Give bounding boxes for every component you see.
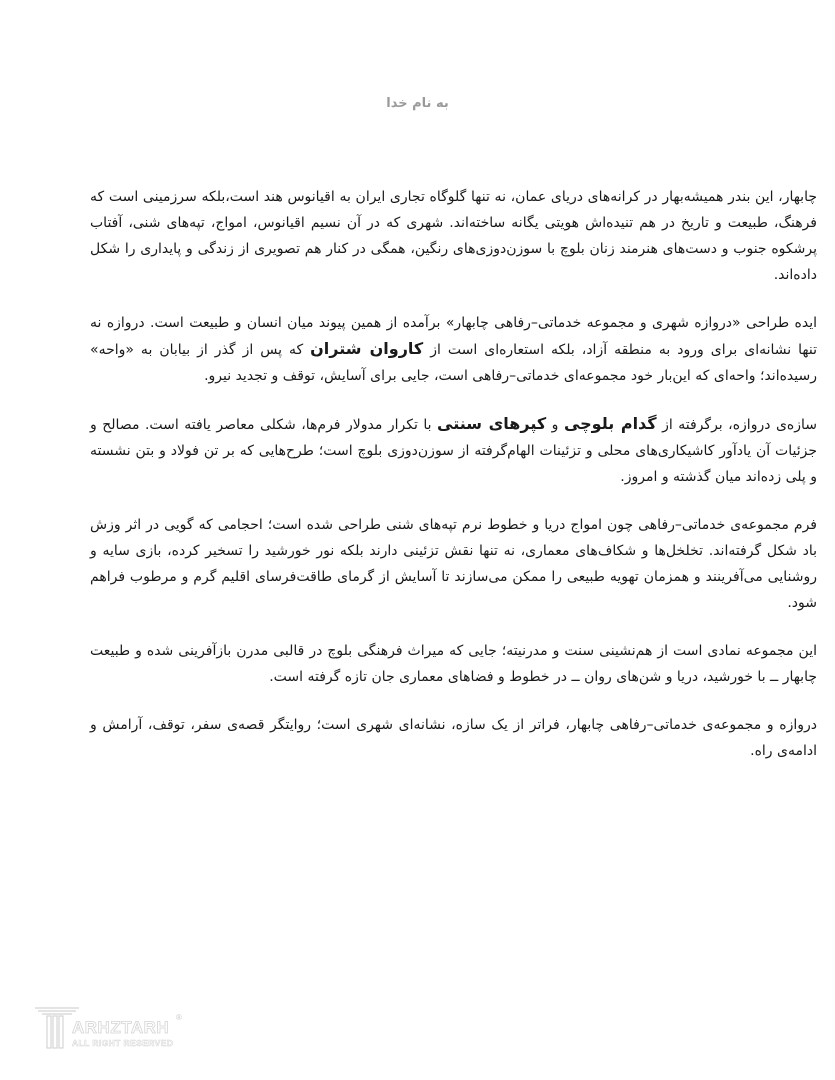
paragraph-design-idea [90,310,817,389]
watermark-logo [28,1000,188,1056]
paragraph-form [90,512,817,616]
highlight-camel-caravan: کاروان شتران [310,339,424,358]
watermark-brand: ARHZTARH [72,1018,170,1037]
registered-mark: ® [176,1013,182,1022]
highlight-baluchi-gedam: گدام بلوچی [563,414,657,433]
paragraph-structure [90,411,817,490]
paragraph-text: فرم مجموعه‌ی خدماتی–رفاهی چون امواج دریا و خطوط نرم تپه‌های شنی طراحی شده است؛ احجامی که گویی در اثر وزش باد شکل گرفته‌اند. تخلخل‌ها و شکاف‌های معماری، نه تنها نقش تزئینی دارند بلکه نور خورشید را تسخیر کرده، بازی سایه و روشنایی می‌آفرینند و همزمان تهویه طبیعی را ممکن می‌سازند تا آسایش از گرمای طاقت‌فرسای اقلیم گرم و مرطوب فراهم شود. [90,517,817,611]
watermark-tagline: ALL RIGHT RESERVED [72,1038,174,1048]
bismillah-heading: به نام خدا [386,96,449,111]
paragraph-text: سازه‌ی دروازه، برگرفته از [656,417,817,433]
paragraph-symbolism [90,638,817,690]
paragraph-text: دروازه و مجموعه‌ی خدماتی–رفاهی چابهار، فراتر از یک سازه، نشانه‌ای شهری است؛ روایتگر قصه‌ی سفر، توقف، آرامش و ادامه‌ی راه. [90,717,817,759]
paragraph-conclusion [90,712,817,764]
paragraph-intro [90,184,817,288]
document-body [90,184,817,786]
highlight-traditional-kapar: کپرهای سنتی [437,414,547,433]
paragraph-text: با تکرار مدولار فرم‌ها، شکلی معاصر یافته است. مصالح و جزئیات آن یادآور کاشیکاری‌های محلی و تزئینات الهام‌گرفته از سوزن‌دوزی بلوچ است؛ طرح‌هایی که بر تن فولاد و بتن نشسته و پلی زده‌اند میان گذشته و امروز. [90,417,817,485]
paragraph-text: چابهار، این بندر همیشه‌بهار در کرانه‌های دریای عمان، نه تنها گلوگاه تجاری ایران به اقیانوس هند است،بلکه سرزمینی است که فرهنگ، طبیعت و تاریخ در هم تنیده‌اش هویتی یگانه ساخته‌اند. شهری که در آن نسیم اقیانوس، امواج، تپه‌های شنی، آفتاب پرشکوه جنوب و دست‌های هنرمند زنان بلوچ با سوزن‌دوزی‌های رنگین، همگی در کنار هم تصویری از زندگی و پایداری را شکل داده‌اند. [90,189,817,283]
paragraph-text: این مجموعه نمادی است از هم‌نشینی سنت و مدرنیته؛ جایی که میراث فرهنگی بلوچ در قالبی مدرن بازآفرینی شده و طبیعت چابهار ــ با خورشید، دریا و شن‌های روان ــ در خطوط و فضاهای معماری جان تازه گرفته است. [90,643,817,685]
paragraph-text: و [546,417,564,433]
paragraph-text: که پس از گذر از بیابان به «واحه» رسیده‌اند؛ واحه‌ای که این‌بار خود مجموعه‌ای خدماتی–رفاهی است، جایی برای آسایش، توقف و تجدید نیرو. [90,342,817,384]
paragraph-text: ایده طراحی «دروازه شهری و مجموعه خدماتی–رفاهی چابهار» برآمده از همین پیوند میان انسان و طبیعت است. دروازه نه تنها نشانه‌ای برای ورود به منطقه آزاد، بلکه استعاره‌ای است از [90,315,817,358]
